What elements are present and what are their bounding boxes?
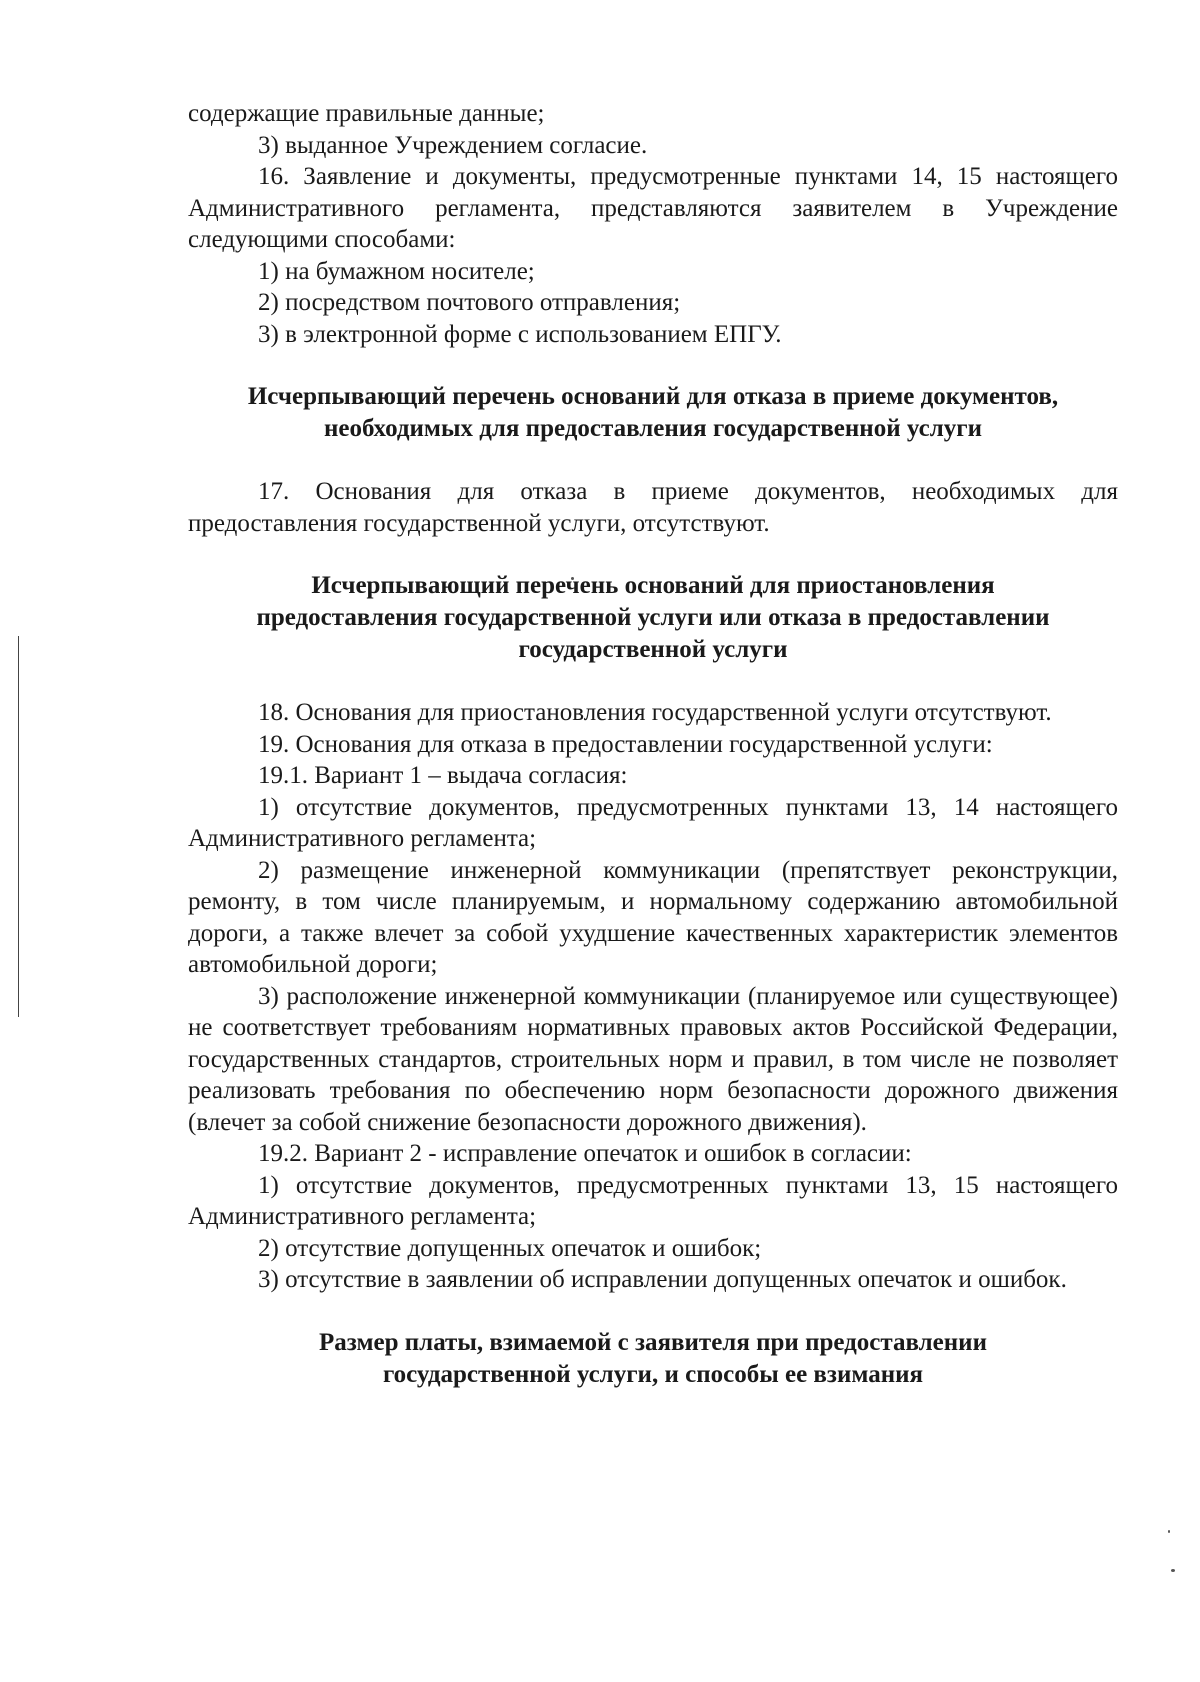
list-item: 2) отсутствие допущенных опечаток и ошибок; [258, 1234, 762, 1262]
paragraph-19-2: 19.2. Вариант 2 - исправление опечаток и ошибок в согласии: [258, 1140, 912, 1167]
section-heading: Исчерпывающий перечень оснований для отказа в приеме документов, необходимых для предоставления государственной услуги [247, 383, 1059, 442]
list-item: 1) на бумажном носителе; [258, 257, 535, 285]
scan-margin-line [18, 636, 19, 1017]
paragraph-17: 17. Основания для отказа в приеме документов, необходимых для предоставления государственной услуги, отсутствуют. [188, 478, 1118, 537]
scan-speck [1171, 1569, 1175, 1572]
list-item: 1) отсутствие документов, предусмотренных пунктами 13, 15 настоящего Административного регламента; [188, 1171, 1118, 1230]
paragraph-19-1: 19.1. Вариант 1 – выдача согласия: [258, 762, 628, 789]
list-item: 2) размещение инженерной коммуникации (препятствует реконструкции, ремонту, в том числе планируемым, и нормальному содержанию автомобильной дороги, а также влечет за собой ухудшение качественных характеристик элементов автомобильной дороги; [188, 856, 1118, 978]
paragraph-19: 19. Основания для отказа в предоставлении государственной услуги: [258, 730, 993, 758]
list-item: 3) отсутствие в заявлении об исправлении допущенных опечаток и ошибок. [258, 1266, 1067, 1293]
list-item: 3) расположение инженерной коммуникации (планируемое или существующее) не соответствует требованиям нормативных правовых актов Российской Федерации, государственных стандартов, строительных норм и правил, в том числе не позволяет реализовать требования по обеспечению норм безопасности дорожного движения (влечет за собой снижение безопасности дорожного движения). [188, 982, 1118, 1136]
paragraph-16: 16. Заявление и документы, предусмотренные пунктами 14, 15 настоящего Административного регламента, представляются заявителем в Учреждение следующими способами: [188, 163, 1118, 253]
section-heading: Размер платы, взимаемой с заявителя при предоставлении государственной услуги, и способы ее взимания [319, 1328, 987, 1388]
list-item: 2) посредством почтового отправления; [258, 289, 681, 316]
paragraph-18: 18. Основания для приостановления государственной услуги отсутствуют. [258, 699, 1052, 726]
document-body [188, 98, 1118, 1391]
list-item: 3) выданное Учреждением согласие. [258, 131, 648, 159]
paragraph-continuation: содержащие правильные данные; [188, 100, 545, 127]
list-item: 1) отсутствие документов, предусмотренных пунктами 13, 14 настоящего Административного регламента; [188, 793, 1118, 852]
section-heading: Исчерпывающий перечень оснований для приостановления предоставления государственной услуги или отказа в предоставлении государственной услуги [256, 572, 1050, 663]
list-item: 3) в электронной форме с использованием ЕПГУ. [258, 320, 782, 348]
scan-speck [1168, 1530, 1170, 1533]
